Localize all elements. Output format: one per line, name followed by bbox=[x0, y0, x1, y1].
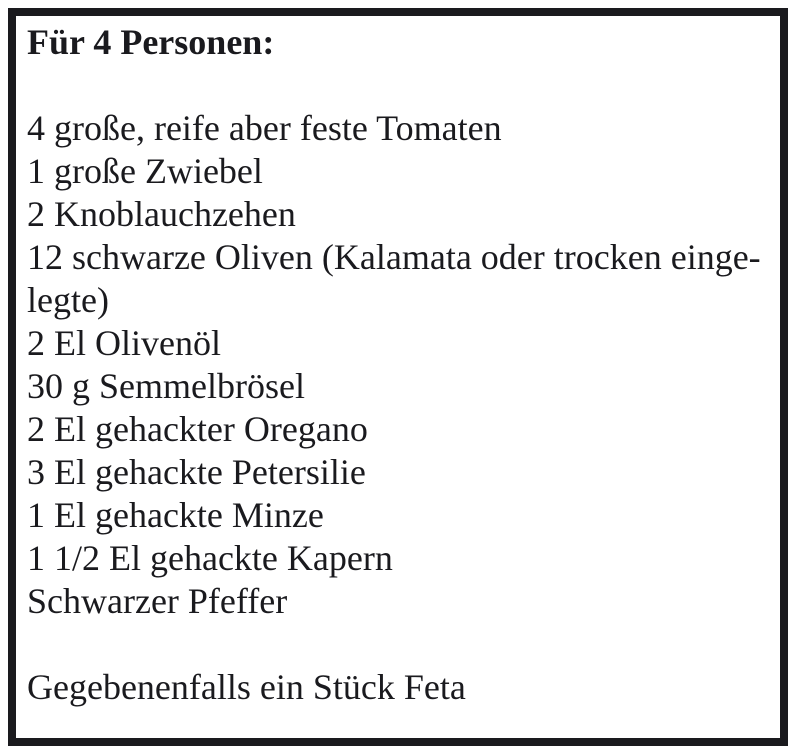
ingredient-line: 1 El gehackte Minze bbox=[27, 495, 324, 535]
ingredient-line: Schwarzer Pfeffer bbox=[27, 581, 288, 621]
ingredient-line: 1 1/2 El gehackte Kapern bbox=[27, 538, 393, 578]
spacer bbox=[27, 64, 775, 107]
recipe-servings-title: Für 4 Personen: bbox=[27, 22, 275, 62]
ingredient-line: 2 El Olivenöl bbox=[27, 323, 221, 363]
ingredient-line: 12 schwarze Oliven (Kalamata oder trocken einge- bbox=[27, 237, 761, 277]
spacer bbox=[27, 623, 775, 666]
ingredient-line: 30 g Semmelbrösel bbox=[27, 366, 305, 406]
recipe-box bbox=[8, 8, 788, 746]
ingredient-line: 3 El gehackte Petersilie bbox=[27, 452, 366, 492]
recipe-note: Gegebenenfalls ein Stück Feta bbox=[27, 667, 466, 707]
ingredient-line: 2 El gehackter Oregano bbox=[27, 409, 368, 449]
ingredient-line-wrap: legte) bbox=[27, 280, 109, 320]
ingredient-line: 1 große Zwiebel bbox=[27, 151, 263, 191]
ingredient-line: 2 Knoblauchzehen bbox=[27, 194, 296, 234]
ingredient-line: 4 große, reife aber feste Tomaten bbox=[27, 108, 502, 148]
